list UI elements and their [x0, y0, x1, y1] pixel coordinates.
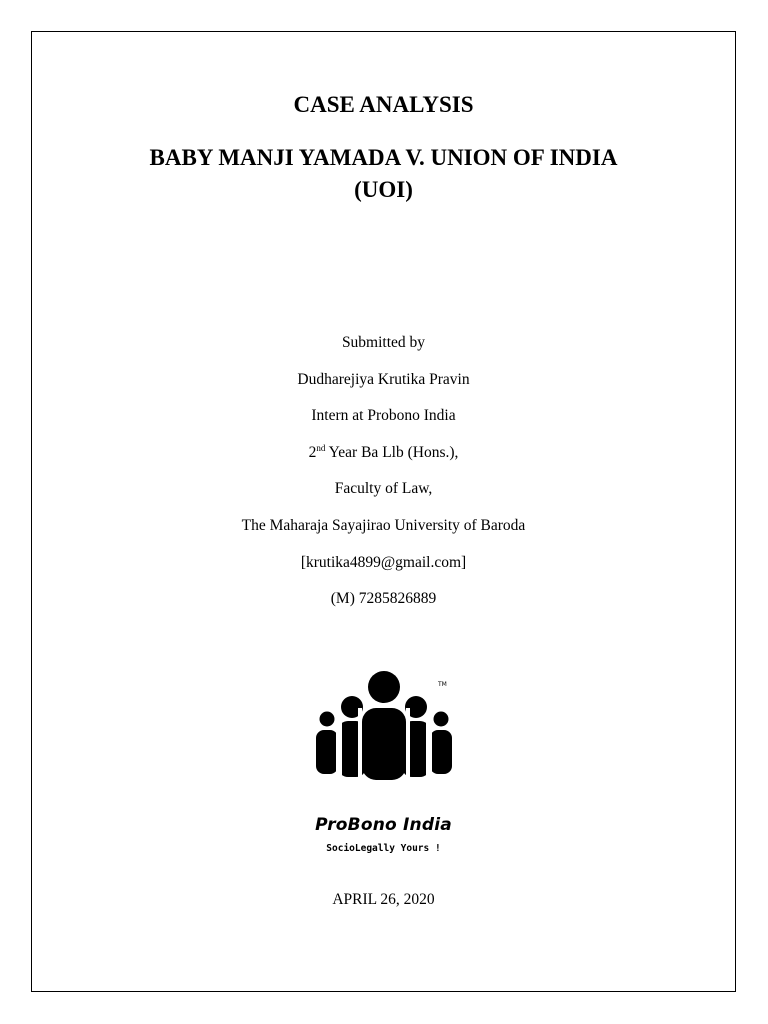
year-suffix: nd	[316, 442, 326, 453]
author-name: Dudharejiya Krutika Pravin	[297, 370, 470, 388]
author-role: Intern at Probono India	[311, 407, 456, 425]
author-year	[31, 443, 736, 480]
case-name	[31, 142, 736, 206]
case-name-line: (UOI)	[354, 177, 413, 202]
document-title: CASE ANALYSIS	[293, 92, 474, 117]
year-number: 2	[308, 443, 317, 461]
brand-name: ProBono India	[315, 815, 452, 835]
author-email: [krutika4899@gmail.com]	[300, 553, 467, 571]
brand-tagline: SocioLegally Yours !	[326, 843, 441, 854]
submission-details	[31, 333, 736, 626]
submitted-by-label: Submitted by	[341, 334, 426, 351]
trademark-mark: TM	[438, 681, 447, 688]
people-group-icon	[310, 668, 460, 780]
case-name-line: BABY MANJI YAMADA V. UNION OF INDIA	[149, 145, 618, 170]
author-university: The Maharaja Sayajirao University of Baroda	[241, 516, 526, 534]
year-rest: Year Ba Llb (Hons.),	[325, 443, 459, 461]
author-mobile: (M) 7285826889	[330, 590, 437, 608]
document-date: APRIL 26, 2020	[332, 891, 435, 908]
author-faculty: Faculty of Law,	[334, 480, 433, 498]
